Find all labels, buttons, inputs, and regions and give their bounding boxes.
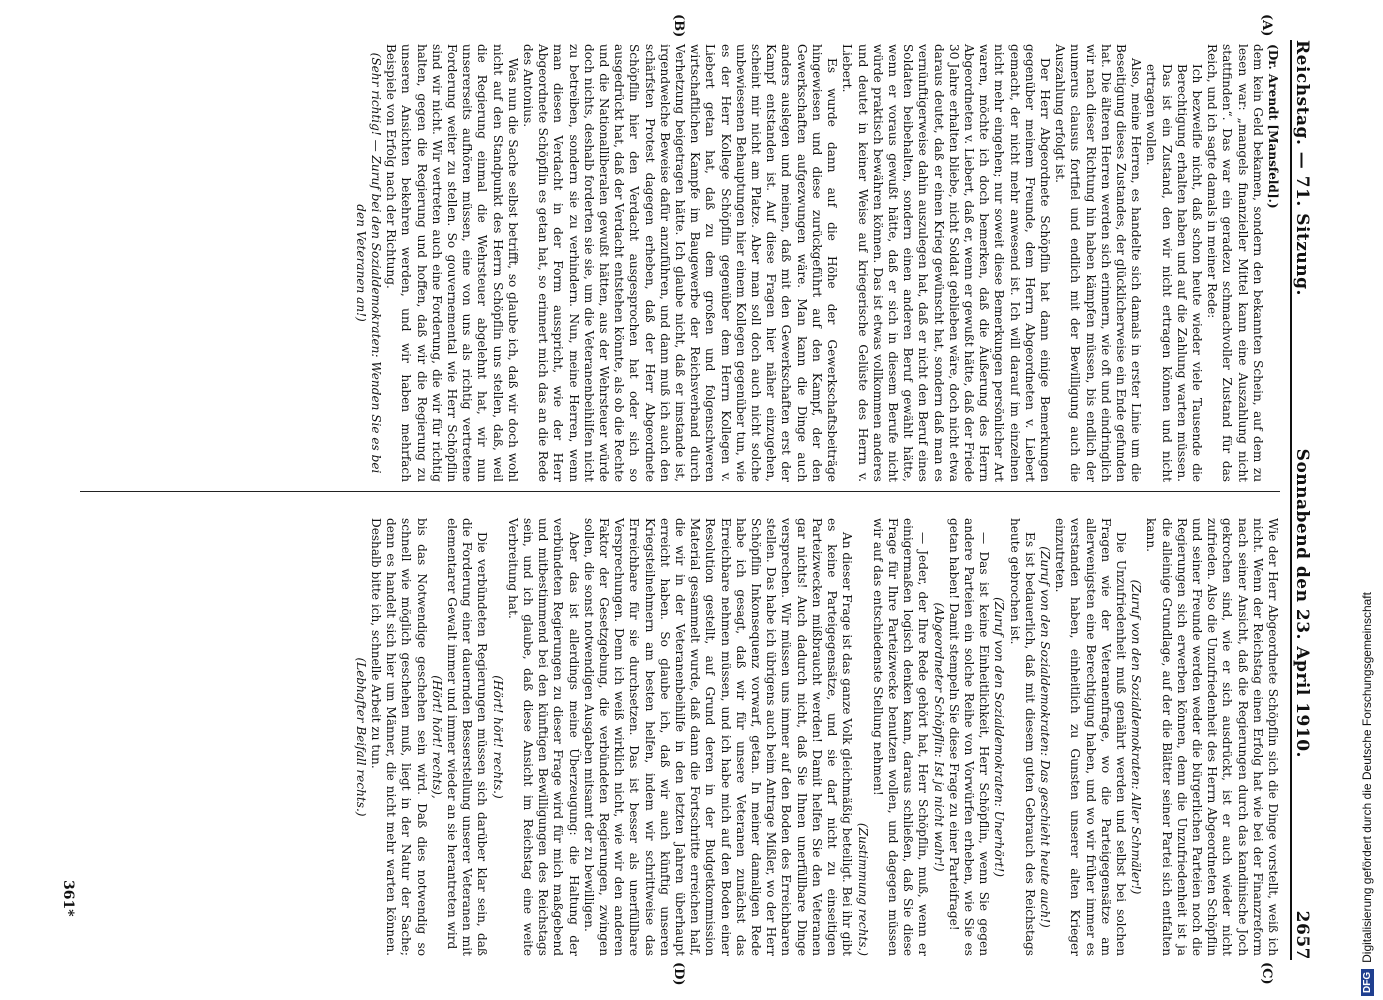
right-paragraph: Wie der Herr Abgeordnete Schöpflin sich die Dinge vorstellt, weiß ich nicht. Wenn der Reichstag einen Erfolg hat wie bei der Finanzreform nach seiner Ansicht, daß die Regierungen durch das kandinische Joch gekrochen sind, wie er sich ausdrückt, ist er auch wieder nicht zufrieden. Also die Unzufriedenheit des Herrn Abgeordneten Schöpflin und seiner Freunde werden weder die bürgerlichen Parteien noch die Regierungen sich erwerben können, denn die Unzufriedenheit ist ja die alleinige Grundlage, auf der die Blätter seiner Partei sich entfalten kann. <box>1144 518 1280 956</box>
right-paragraph: — Jeder, der Ihre Rede gehört hat, Herr Schöpflin, muß, wenn er einigermaßen logisch denken kann, daraus schließen, daß Sie diese Frage für Ihre Parteizwecke benutzen wollen, und dagegen müssen wir auf das entschiedenste Stellung nehmen! <box>870 518 931 956</box>
margin-letter-d: (D) <box>671 962 686 986</box>
right-paragraph: bis das Notwendige geschehen sein wird. Daß dies notwendig so schnell wie möglich geschehen muß, liegt in der Natur der Sache; denn es handelt sich hier um Männer, die nicht mehr warten können. Deshalb bitte ich, schnelle Arbeit zu tun. <box>369 518 429 956</box>
header-page-number: 2657 <box>1292 910 1312 960</box>
interjection: (Abgeordneter Schöpflin: Ist ja nicht wahr!) <box>931 602 946 872</box>
right-paragraph: Aber das ist allerdings meine Überzeugung: die Haltung der verbündeten Regierungen zu dieser Frage wird für mich maßgebend und mitbestimmend bei den künftigen Bewilligungen des Reichstags sein, und ich glaube, daß diese Ansicht im Reichstag eine weite Verbreitung hat. <box>505 518 581 956</box>
right-paragraph: Die Unzufriedenheit muß genährt werden und selbst bei solchen Fragen wie der Veteranenfrage, wo die Parteigegensätze am allerwenigsten eine Berechtigung haben, und wo wir früher immer es verstanden haben, einheitlich zu Gunsten unserer alten Krieger einzutreten. <box>1053 518 1128 956</box>
margin-letter-b: (B) <box>671 14 686 38</box>
left-paragraph: Also, meine Herren, es handelte sich damals in erster Linie um die Beseitigung dieses Zustandes, der glücklicherweise ein Ende gefunden hat. Die älteren Herren werden sich erinnern, wie oft und eindringlich wir nach dieser Richtung hin haben kämpfen müssen, bis endlich der numerus clausus fortfiel und endlich mit der Bewilligung auch die Auszahlung erfolgt ist. <box>1053 44 1144 482</box>
column-divider <box>80 491 1280 492</box>
left-applause: (Sehr richtig! — Zuruf bei den Sozialdemokraten: Wenden Sie es bei den Veteranen an!) <box>353 52 384 474</box>
left-paragraph: Es wurde dann auf die Höhe der Gewerkschaftsbeiträge hingewiesen und diese zurückgeführt auf den Kampf, der den Gewerkschaften aufgezwungen wäre. Man kann die Dinge auch anders auslegen und meinen, daß mit den Gewerkschaften erst der Kampf entstanden ist. Auf diese Fragen hier näher einzugehen, scheint mir nicht am Platze. Aber man soll doch auch nicht solche unbewiesenen Behauptungen hier einem Kollegen gegenüber tun, wie es der Herr Kollege Schöpflin gegenüber dem Herrn Kollegen v. Liebert getan hat, daß zu dem großen und folgenschweren wirtschaftlichen Kampfe im Baugewerbe der Reichsverband durch Verhetzung beigetragen hätte. Ich glaube nicht, daß er imstande ist, irgendwelche Beweise dafür anzuführen, und dann muß ich auch den schärfsten Protest dagegen erheben, daß der Herr Abgeordnete Schöpflin hier den Verdacht ausgesprochen hat oder sich so ausgedrückt hat, daß der Verdacht entstehen könnte, als ob die Rechte und die Nationalliberalen gewußt hätten, aus der Wehrsteuer würde doch nichts, deshalb forderten sie sie, um die Veteranenbeihilfen nicht zu betreiben, sondern sie zu verhindern. Nun, meine Herren, wenn man diesen Verdacht in der Form ausspricht, wie der Herr Abgeordnete Schöpflin es getan hat, so erinnert mich das an die Rede des Antonius. <box>521 44 840 482</box>
dfg-logo: DFG <box>1361 969 1374 996</box>
margin-letter-a: (A) <box>1259 14 1274 37</box>
interjection: (Hört! hört! rechts.) <box>490 675 505 799</box>
right-paragraph: Die verbündeten Regierungen müssen sich darüber klar sein, daß die Forderung einer dauernden Besserstellung unserer Veteranen mit elementarer Gewalt immer und immer wieder an sie herantreten wird <box>445 518 490 956</box>
quoted-paragraph: Ich bezweifle nicht, daß schon heute wieder viele Tausende die Berechtigung erhalten haben und auf die Zahlung warten müssen. Das ist ein Zustand, den wir nicht ertragen können und nicht ertragen wollen. <box>1144 64 1204 482</box>
interjection: (Zuruf von den Sozialdemokraten: Das geschieht heute auch!) <box>1037 546 1052 928</box>
right-paragraph: — Das ist keine Einheitlichkeit, Herr Schöpflin, wenn Sie gegen andere Parteien ein solche Reihe von Vorwürfen erheben, wie Sie es getan haben! Damit stempeln Sie diese Frage zu einer Parteifrage! <box>946 518 992 956</box>
digitization-credit <box>1352 0 1382 1000</box>
right-column <box>353 518 1280 956</box>
speaker-line: (Dr. Arendt [Mansfeld].) <box>1266 44 1280 209</box>
right-paragraph: Es ist bedauerlich, daß mit diesem guten Gebrauch des Reichstags heute gebrochen ist. <box>1007 518 1037 956</box>
left-paragraph: Der Herr Abgeordnete Schöpflin hat dann einige Bemerkungen gegenüber meinem Freunde, dem Herrn Abgeordneten v. Liebert gemacht, der nicht mehr anwesend ist. Ich will darauf im einzelnen nicht mehr eingehen; nur soweit diese Bemerkungen persönlicher Art waren, möchte ich doch bemerken, daß die Äußerung des Herrn Abgeordneten v. Liebert, daß er, wenn er gewußt hätte, daß der Friede 30 Jahre erhalten bliebe, nicht Soldat geblieben wäre, doch nicht etwa daraus deutet, daß er einen Krieg gewünscht hat, sondern daß man es vernünftigerweise dahin auszulegen hat, daß er nicht den Beruf eines Soldaten beibehalten, sondern einen anderen Beruf gewählt hätte, wenn er voraus gewußt hätte, daß er sich in diesem Berufe nicht würde praktisch bewähren können. Das ist etwas vollkommen anderes und deutet in keiner Weise auf kriegerische Gelüste des Herrn v. Liebert. <box>840 44 1052 482</box>
interjection: (Zuruf von den Sozialdemokraten: Unerhört!) <box>992 597 1007 877</box>
page-header <box>1290 40 1318 960</box>
footer-page-number: 361* <box>60 880 76 917</box>
margin-letter-c: (C) <box>1259 962 1274 985</box>
interjection: (Zustimmung rechts.) <box>855 822 870 956</box>
right-paragraph: An dieser Frage ist das ganze Volk gleichmäßig beteiligt. Bei ihr gibt es keine Parteigegensätze, und sie darf nicht zu einseitigen Parteizwecken mißbraucht werden! Damit helfen Sie den Veteranen gar nichts! Auch dadurch nicht, daß Sie Ihnen unerfüllbare Dinge versprechen. Wir müssen uns immer auf den Boden des Erreichbaren stellen. Das habe ich übrigens auch beim Antrage Mißler, wo der Herr Schöpflin Inkonsequenz vorwarf, getan. In meiner damaligen Rede habe ich gesagt, daß wir für unsere Veteranen zunächst das Erreichbare nehmen müssen, und ich habe mich auf den Boden einer Resolution gestellt, auf Grund deren in der Budgetkommission Material gesammelt wurde, daß dann die Fortschritte erreichen half, die wir in der Veteranenbeihilfe in den letzten Jahren überhaupt erreicht haben. So glaube ich, daß wir auch künftig unseren Kriegsteilnehmern am besten helfen, indem wir schrittweise das Erreichbare für sie durchsetzen. Das ist besser als unerfüllbare Versprechungen. Denn ich weiß wirklich nicht, wie wir den anderen Faktor der Gesetzgebung, die verbündeten Regierungen, zwingen sollen, die sonst notwendigen Ausgaben mitsamt der zu bewilligen. <box>581 518 855 956</box>
credit-text: Digitalisierung gefördert durch die Deutsche Forschungsgemeinschaft <box>1360 592 1374 963</box>
left-paragraph: dem kein Geld bekamen, sondern den bekannten Schein, auf dem zu lesen war: „mangels finanzieller Mittel kann eine Auszahlung nicht stattfinden“. Das war ein geradezu schmachvoller Zustand für das Reich, und ich sagte damals in meiner Rede: <box>1205 44 1265 482</box>
interjection: (Hört! hört! rechts), <box>429 675 444 799</box>
right-applause: (Lebhafter Beifall rechts.) <box>353 657 368 817</box>
interjection: (Zuruf von den Sozialdemokraten: Aller Schmäler!) <box>1129 579 1144 895</box>
left-column <box>353 44 1280 482</box>
header-left: Reichstag. — 71. Sitzung. <box>1292 40 1312 296</box>
left-paragraph: Was nun die Sache selbst betrifft, so glaube ich, daß wir doch wohl nicht auf den Standpunkt des Herrn Schöpflin uns stellen, daß, weil die Regierung einmal die Wehrsteuer abgelehnt hat, wir nun unsererseits aufhören müssen, eine von uns als richtig vertretene Forderung weiter zu stellen. So gouvernemental wie Herr Schöpflin sind wir nicht. Wir vertreten auch eine Forderung, die wir für richtig halten, gegen die Regierung und hoffen, daß wir die Regierung zu unseren Ansichten bekehren werden, und wir haben mehrfach Beispiele von Erfolg nach der Richtung. <box>384 44 520 482</box>
header-center: Sonnabend den 23. April 1910. <box>1292 448 1312 758</box>
